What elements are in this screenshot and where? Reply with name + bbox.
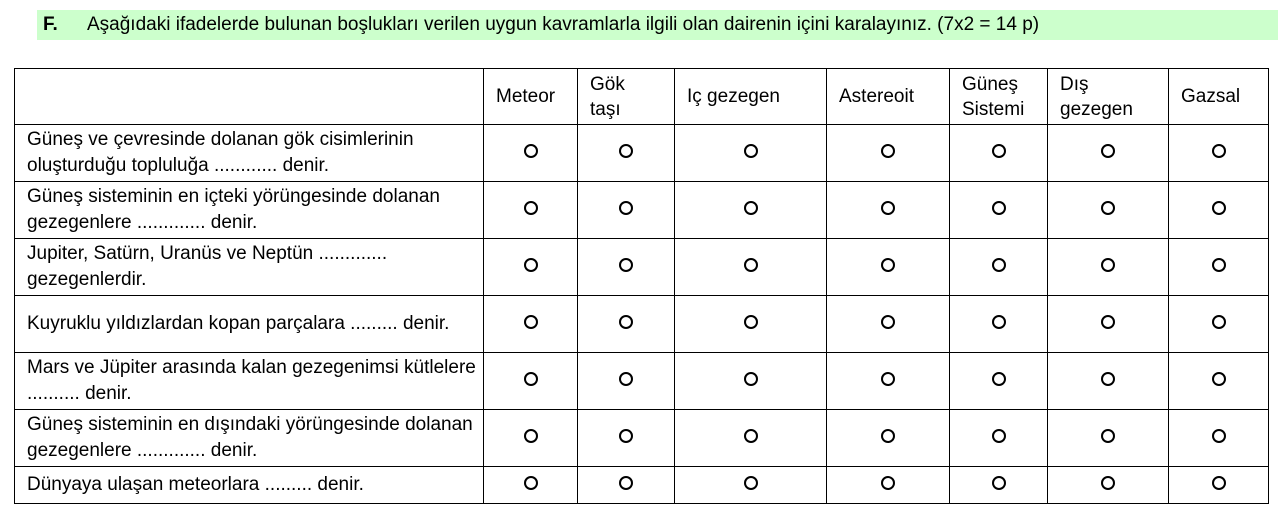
option-cell (675, 296, 827, 353)
option-cell (827, 182, 950, 239)
column-header: Iç gezegen (675, 69, 827, 125)
answer-circle-icon[interactable] (1212, 315, 1226, 329)
answer-circle-icon[interactable] (1101, 476, 1115, 490)
option-cell (578, 239, 675, 296)
question-text: Kuyruklu yıldızlardan kopan parçalara ......... denir. (15, 296, 484, 353)
option-cell (1048, 410, 1169, 467)
option-cell (827, 467, 950, 504)
option-cell (484, 410, 578, 467)
answer-circle-icon[interactable] (881, 144, 895, 158)
answer-circle-icon[interactable] (881, 315, 895, 329)
answer-circle-icon[interactable] (1212, 144, 1226, 158)
answer-circle-icon[interactable] (1101, 144, 1115, 158)
option-cell (675, 239, 827, 296)
option-cell (827, 239, 950, 296)
answer-circle-icon[interactable] (992, 258, 1006, 272)
section-header (37, 10, 1278, 40)
column-header: Güneş Sistemi (950, 69, 1048, 125)
answer-circle-icon[interactable] (744, 315, 758, 329)
section-number: F. (43, 14, 58, 35)
option-cell (1048, 296, 1169, 353)
option-cell (578, 353, 675, 410)
answer-circle-icon[interactable] (992, 372, 1006, 386)
answer-circle-icon[interactable] (1101, 315, 1115, 329)
answer-circle-icon[interactable] (881, 201, 895, 215)
option-cell (578, 467, 675, 504)
answer-circle-icon[interactable] (524, 315, 538, 329)
column-header: Dış gezegen (1048, 69, 1169, 125)
answer-circle-icon[interactable] (619, 372, 633, 386)
option-cell (1169, 239, 1269, 296)
answer-circle-icon[interactable] (1212, 372, 1226, 386)
answer-circle-icon[interactable] (992, 201, 1006, 215)
question-text: Mars ve Jüpiter arasında kalan gezegenimsi kütlelere .......... denir. (15, 353, 484, 410)
column-header: Gök taşı (578, 69, 675, 125)
answer-circle-icon[interactable] (992, 315, 1006, 329)
question-text: Güneş ve çevresinde dolanan gök cisimlerinin oluşturduğu topluluğa ............ denir. (15, 125, 484, 182)
question-row (15, 296, 1269, 353)
option-cell (1169, 467, 1269, 504)
answer-circle-icon[interactable] (1212, 258, 1226, 272)
option-cell (578, 296, 675, 353)
answer-circle-icon[interactable] (619, 258, 633, 272)
question-row (15, 239, 1269, 296)
option-cell (1169, 353, 1269, 410)
option-cell (1048, 353, 1169, 410)
question-text: Dünyaya ulaşan meteorlara ......... denir. (15, 467, 484, 504)
answer-circle-icon[interactable] (619, 315, 633, 329)
option-cell (1169, 410, 1269, 467)
answer-circle-icon[interactable] (992, 144, 1006, 158)
question-text: Güneş sisteminin en dışındaki yörüngesinde dolanan gezegenlere ............. denir. (15, 410, 484, 467)
option-cell (484, 182, 578, 239)
answer-circle-icon[interactable] (744, 144, 758, 158)
option-cell (950, 467, 1048, 504)
question-text: Güneş sisteminin en içteki yörüngesinde dolanan gezegenlere ............. denir. (15, 182, 484, 239)
answer-circle-icon[interactable] (744, 476, 758, 490)
option-cell (484, 125, 578, 182)
answer-circle-icon[interactable] (1101, 429, 1115, 443)
option-cell (484, 296, 578, 353)
answer-circle-icon[interactable] (992, 476, 1006, 490)
option-cell (1048, 182, 1169, 239)
column-header: Gazsal (1169, 69, 1269, 125)
answer-circle-icon[interactable] (524, 372, 538, 386)
option-cell (1048, 467, 1169, 504)
option-cell (675, 182, 827, 239)
option-cell (675, 353, 827, 410)
option-cell (578, 182, 675, 239)
answer-circle-icon[interactable] (524, 258, 538, 272)
answer-circle-icon[interactable] (744, 258, 758, 272)
answer-circle-icon[interactable] (744, 201, 758, 215)
answer-circle-icon[interactable] (1101, 201, 1115, 215)
answer-circle-icon[interactable] (744, 372, 758, 386)
question-row (15, 182, 1269, 239)
option-cell (1048, 239, 1169, 296)
question-row (15, 467, 1269, 504)
answer-circle-icon[interactable] (619, 144, 633, 158)
option-cell (950, 410, 1048, 467)
answer-circle-icon[interactable] (619, 201, 633, 215)
option-cell (950, 239, 1048, 296)
answer-circle-icon[interactable] (881, 429, 895, 443)
answer-circle-icon[interactable] (1212, 429, 1226, 443)
question-row (15, 353, 1269, 410)
answer-circle-icon[interactable] (881, 372, 895, 386)
option-cell (950, 182, 1048, 239)
header-blank-cell (15, 69, 484, 125)
option-cell (578, 410, 675, 467)
answer-circle-icon[interactable] (1212, 201, 1226, 215)
question-text: Jupiter, Satürn, Uranüs ve Neptün ............. gezegenlerdir. (15, 239, 484, 296)
answer-circle-icon[interactable] (524, 201, 538, 215)
section-instruction: Aşağıdaki ifadelerde bulunan boşlukları verilen uygun kavramlarla ilgili olan dairenin içini karalayınız. (7x2 = 14 p) (87, 14, 1040, 35)
header-row (15, 69, 1269, 125)
question-row (15, 125, 1269, 182)
column-header: Meteor (484, 69, 578, 125)
option-cell (484, 467, 578, 504)
answer-circle-icon[interactable] (524, 144, 538, 158)
option-cell (675, 410, 827, 467)
answer-circle-icon[interactable] (619, 429, 633, 443)
option-cell (827, 410, 950, 467)
option-cell (1169, 125, 1269, 182)
answer-table (14, 68, 1269, 504)
option-cell (1169, 182, 1269, 239)
option-cell (950, 125, 1048, 182)
answer-circle-icon[interactable] (881, 258, 895, 272)
column-header: Astereoit (827, 69, 950, 125)
answer-circle-icon[interactable] (524, 429, 538, 443)
option-cell (1169, 296, 1269, 353)
option-cell (1048, 125, 1169, 182)
answer-circle-icon[interactable] (619, 476, 633, 490)
answer-circle-icon[interactable] (744, 429, 758, 443)
option-cell (827, 353, 950, 410)
option-cell (484, 239, 578, 296)
answer-circle-icon[interactable] (992, 429, 1006, 443)
question-row (15, 410, 1269, 467)
option-cell (578, 125, 675, 182)
answer-circle-icon[interactable] (1101, 258, 1115, 272)
option-cell (827, 296, 950, 353)
option-cell (675, 467, 827, 504)
option-cell (827, 125, 950, 182)
option-cell (950, 353, 1048, 410)
answer-circle-icon[interactable] (524, 476, 538, 490)
option-cell (950, 296, 1048, 353)
answer-circle-icon[interactable] (1101, 372, 1115, 386)
answer-circle-icon[interactable] (881, 476, 895, 490)
answer-circle-icon[interactable] (1212, 476, 1226, 490)
option-cell (675, 125, 827, 182)
option-cell (484, 353, 578, 410)
